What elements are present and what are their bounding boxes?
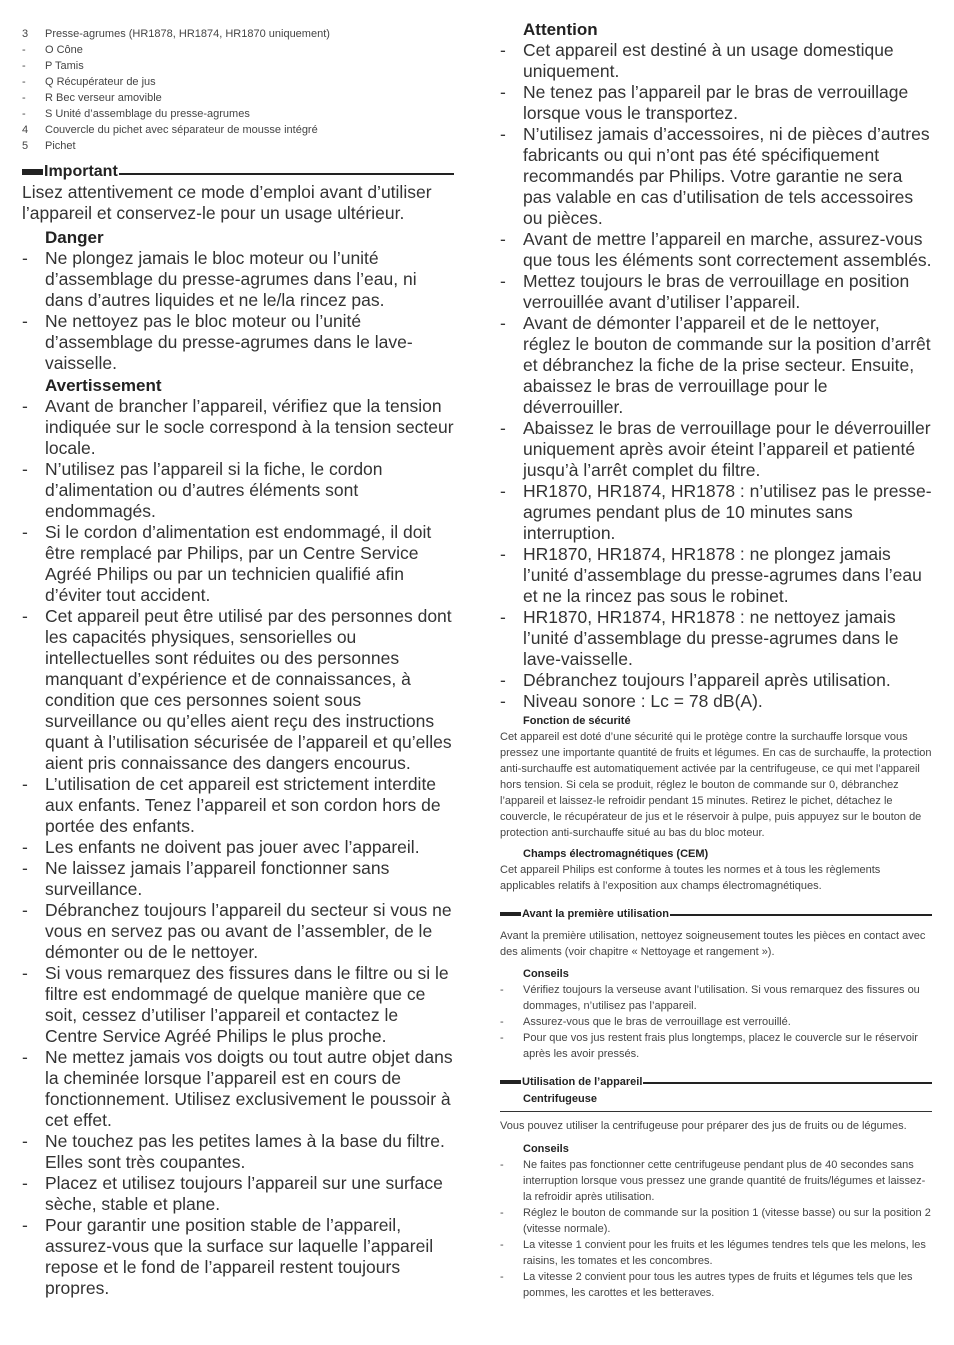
list-item: - La vitesse 2 convient pour tous les autres types de fruits et légumes tels que les pommes, les carottes et les betteraves.	[500, 1271, 913, 1299]
list-item: 4 Couvercle du pichet avec séparateur de mousse intégré	[22, 124, 318, 136]
list-item: - Ne mettez jamais vos doigts ou tout autre objet dans la cheminée lorsque l’appareil est en cours de fonctionnement. Utilisez exclusivement le poussoir à cet effet.	[22, 1047, 453, 1130]
danger-heading: Danger	[45, 228, 104, 247]
list-item: - HR1870, HR1874, HR1878 : n’utilisez pas le presse-agrumes pendant plus de 10 minutes sans interruption.	[500, 481, 932, 543]
usage-subtitle: Centrifugeuse	[500, 1092, 932, 1112]
first-use-tips-list	[500, 982, 932, 1062]
list-item: - Niveau sonore : Lc = 78 dB(A).	[500, 691, 763, 711]
list-item: - HR1870, HR1874, HR1878 : ne nettoyez jamais l’unité d’assemblage du presse-agrumes dans le lave-vaisselle.	[500, 607, 899, 669]
list-item: - Mettez toujours le bras de verrouillage en position verrouillée avant d’utiliser l’appareil.	[500, 271, 910, 312]
parts-list	[22, 26, 454, 154]
list-item: 5 Pichet	[22, 140, 76, 152]
emf-text: Cet appareil Philips est conforme à toutes les normes et à tous les règlements applicables relatifs à l’exposition aux champs électromagnétiques.	[500, 864, 881, 892]
list-item: - S Unité d’assemblage du presse-agrumes	[22, 108, 250, 120]
list-item: - Les enfants ne doivent pas jouer avec l’appareil.	[22, 837, 420, 857]
list-item: - Avant de mettre l’appareil en marche, assurez-vous que tous les éléments sont correctement assemblés.	[500, 229, 932, 270]
list-item: - Placez et utilisez toujours l’appareil sur une surface sèche, stable et plane.	[22, 1173, 443, 1214]
list-item: - Cet appareil est destiné à un usage domestique uniquement.	[500, 40, 894, 81]
list-item: - R Bec verseur amovible	[22, 92, 162, 104]
list-item: - L’utilisation de cet appareil est strictement interdite aux enfants. Tenez l’appareil et son cordon hors de portée des enfants.	[22, 774, 441, 836]
list-item: - Q Récupérateur de jus	[22, 76, 156, 88]
warning-heading: Avertissement	[45, 376, 162, 395]
section-heading-first-use: Avant la première utilisation	[500, 906, 932, 922]
list-item: - La vitesse 1 convient pour les fruits et les légumes tendres tels que les melons, les raisins, les tomates et les concombres.	[500, 1239, 926, 1267]
emf-heading: Champs électromagnétiques (CEM)	[523, 848, 709, 860]
list-item: - Si vous remarquez des fissures dans le filtre ou si le filtre est endommagé de quelque manière que ce soit, cessez d’utiliser l’appareil et contactez le Centre Service Agréé Philips le plus proche.	[22, 963, 449, 1046]
list-item: - Réglez le bouton de commande sur la position 1 (vitesse basse) ou sur la position 2 (vitesse normale).	[500, 1207, 931, 1235]
left-column	[22, 20, 454, 1299]
list-item: - Ne nettoyez pas le bloc moteur ou l’unité d’assemblage du presse-agrumes dans le lave-vaisselle.	[22, 311, 413, 373]
usage-tips-list	[500, 1157, 932, 1301]
danger-list	[22, 248, 454, 374]
list-item: - Vérifiez toujours la verseuse avant l’utilisation. Si vous remarquez des fissures ou dommages, n’utilisez pas l’appareil.	[500, 984, 920, 1012]
list-item: - Ne touchez pas les petites lames à la base du filtre. Elles sont très coupantes.	[22, 1131, 445, 1172]
list-item: - Assurez-vous que le bras de verrouillage est verrouillé.	[500, 1016, 791, 1028]
list-item: - Débranchez toujours l’appareil après utilisation.	[500, 670, 891, 690]
warning-list	[22, 396, 454, 1299]
first-use-text: Avant la première utilisation, nettoyez soigneusement toutes les pièces en contact avec des aliments (voir chapitre « Nettoyage et rangement »).	[500, 930, 926, 958]
usage-tips-heading: Conseils	[523, 1143, 569, 1155]
list-item: - Pour que vos jus restent frais plus longtemps, placez le couvercle sur le réservoir après les avoir pressés.	[500, 1032, 918, 1060]
right-column	[500, 20, 932, 1301]
safety-text: Cet appareil est doté d’une sécurité qui le protège contre la surchauffe lorsque vous pressez une importante quantité de fruits et légumes. En cas de surchauffe, la protection anti-surchauffe est automatiquement activée par la centrifugeuse, ce qui met l’appareil hors tension. Si cela se produit, réglez le bouton de commande sur 0, débranchez l’appareil et laissez-le refroidir pendant 15 minutes. Retirez le pichet, détachez le couvercle, le récupérateur de jus et le réservoir à pulpe, puis appuyez sur le bouton de protection anti-surchauffe situé au bas du bloc moteur.	[500, 731, 932, 839]
list-item: - Pour garantir une position stable de l’appareil, assurez-vous que la surface sur laquelle l’appareil repose et le fond de l’appareil restent toujours propres.	[22, 1215, 434, 1298]
important-intro: Lisez attentivement ce mode d’emploi avant d’utiliser l’appareil et conservez-le pour un usage ultérieur.	[22, 182, 432, 223]
list-item: - Ne plongez jamais le bloc moteur ou l’unité d’assemblage du presse-agrumes dans l’eau, ni dans d’autres liquides et ne le/la rincez pas.	[22, 248, 417, 310]
list-item: - HR1870, HR1874, HR1878 : ne plongez jamais l’unité d’assemblage du presse-agrumes dans l’eau et ne la rincez pas sous le robinet.	[500, 544, 922, 606]
list-item: - Abaissez le bras de verrouillage pour le déverrouiller uniquement après avoir éteint l’appareil et patienté jusqu’à l’arrêt complet du filtre.	[500, 418, 931, 480]
list-item: - Avant de brancher l’appareil, vérifiez que la tension indiquée sur le socle correspond à la tension secteur locale.	[22, 396, 454, 458]
list-item: - Si le cordon d’alimentation est endommagé, il doit être remplacé par Philips, par un Centre Service Agréé Philips ou par un technicien qualifié afin d’éviter tout accident.	[22, 522, 432, 605]
list-item: - Débranchez toujours l’appareil du secteur si vous ne vous en servez pas ou avant de l’assembler, de le démonter ou de le nettoyer.	[22, 900, 452, 962]
list-item: - Cet appareil peut être utilisé par des personnes dont les capacités physiques, sensorielles ou intellectuelles sont réduites ou des personnes manquant d’expérience et de connaissances, à condition que ces personnes soient sous surveillance ou qu’elles aient reçu des instructions quant à l’utilisation sécurisée de l’appareil et qu’elles aient pris connaissance des dangers encourus.	[22, 606, 452, 773]
list-item: - N’utilisez pas l’appareil si la fiche, le cordon d’alimentation ou d’autres éléments sont endommagés.	[22, 459, 383, 521]
list-item: - Avant de démonter l’appareil et de le nettoyer, réglez le bouton de commande sur la position d’arrêt et débranchez la fiche de la prise secteur. Ensuite, abaissez le bras de verrouillage pour le déverrouiller.	[500, 313, 931, 417]
section-heading-usage: Utilisation de l’appareil	[500, 1074, 932, 1090]
usage-text: Vous pouvez utiliser la centrifugeuse pour préparer des jus de fruits ou de légumes.	[500, 1120, 907, 1132]
safety-heading: Fonction de sécurité	[523, 715, 631, 727]
attention-heading: Attention	[523, 20, 598, 39]
list-item: - Ne tenez pas l’appareil par le bras de verrouillage lorsque vous le transportez.	[500, 82, 909, 123]
list-item: - P Tamis	[22, 60, 84, 72]
list-item: - Ne faites pas fonctionner cette centrifugeuse pendant plus de 40 secondes sans interruption lorsque vous pressez une grande quantité de fruits/légumes et laissez-la refroidir après utilisation.	[500, 1159, 926, 1203]
list-item: - Ne laissez jamais l’appareil fonctionner sans surveillance.	[22, 858, 390, 899]
list-item: 3 Presse-agrumes (HR1878, HR1874, HR1870 uniquement)	[22, 28, 330, 40]
section-heading-important: Important	[22, 163, 454, 181]
list-item: - N’utilisez jamais d’accessoires, ni de pièces d’autres fabricants ou qui n’ont pas été spécifiquement recommandés par Philips. Votre garantie ne sera pas valable en cas d’utilisation de tels accessoires ou pièces.	[500, 124, 930, 228]
attention-list	[500, 40, 932, 712]
first-use-tips-heading: Conseils	[523, 968, 569, 980]
list-item: - O Cône	[22, 44, 83, 56]
